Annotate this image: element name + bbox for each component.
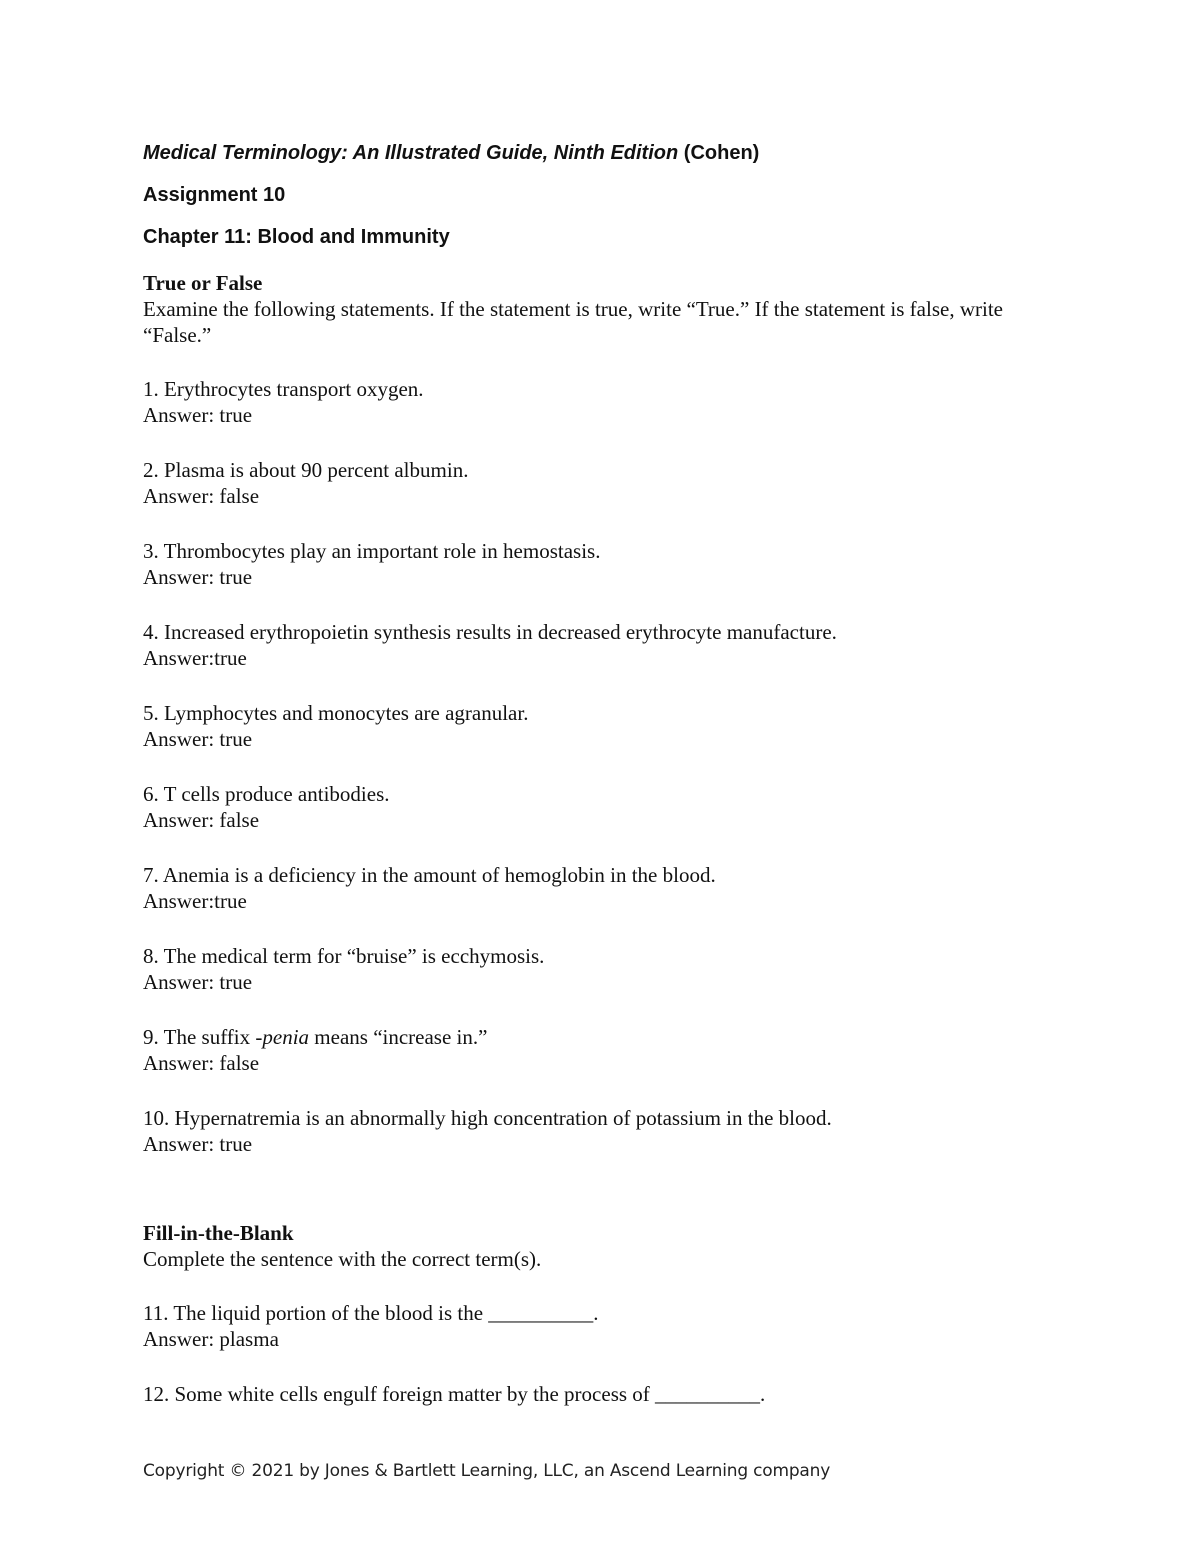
question-8 — [143, 943, 1063, 995]
question-10 — [143, 1105, 1063, 1157]
book-title: Medical Terminology: An Illustrated Guide, Ninth Edition — [143, 142, 679, 164]
question-text: 5. Lymphocytes and monocytes are agranular. — [143, 701, 529, 725]
answer-text: Answer:true — [143, 646, 247, 670]
answer-text: Answer: true — [143, 727, 253, 751]
assignment-title: Assignment 10 — [143, 184, 286, 206]
suffix-term: -penia — [255, 1025, 310, 1049]
question-3 — [143, 538, 1063, 590]
answer-text: Answer: false — [143, 484, 260, 508]
answer-text: Answer: true — [143, 1132, 253, 1156]
question-text: 8. The medical term for “bruise” is ecchymosis. — [143, 944, 545, 968]
question-text: 3. Thrombocytes play an important role in hemostasis. — [143, 539, 601, 563]
question-text: 1. Erythrocytes transport oxygen. — [143, 377, 424, 401]
answer-text: Answer: false — [143, 808, 260, 832]
true-false-instructions: Examine the following statements. If the statement is true, write “True.” If the statement is false, write “False.” — [143, 297, 1003, 347]
answer-text: Answer: true — [143, 565, 253, 589]
answer-text: Answer: true — [143, 403, 253, 427]
question-text: 6. T cells produce antibodies. — [143, 782, 390, 806]
question-7 — [143, 862, 1063, 914]
answer-text: Answer: false — [143, 1051, 260, 1075]
question-1 — [143, 376, 1063, 428]
question-text: 12. Some white cells engulf foreign matter by the process of __________. — [143, 1382, 766, 1406]
question-9 — [143, 1024, 1063, 1076]
answer-text: Answer:true — [143, 889, 247, 913]
question-2 — [143, 457, 1063, 509]
document-page — [143, 140, 1063, 1436]
question-12 — [143, 1381, 1063, 1407]
question-text: 2. Plasma is about 90 percent albumin. — [143, 458, 469, 482]
question-text-after: means “increase in.” — [309, 1025, 488, 1049]
question-6 — [143, 781, 1063, 833]
copyright-footer: Copyright © 2021 by Jones & Bartlett Learning, LLC, an Ascend Learning company — [143, 1461, 831, 1481]
answer-text: Answer: plasma — [143, 1327, 279, 1351]
question-text: 10. Hypernatremia is an abnormally high concentration of potassium in the blood. — [143, 1106, 832, 1130]
question-4 — [143, 619, 1063, 671]
chapter-title: Chapter 11: Blood and Immunity — [143, 226, 450, 248]
question-5 — [143, 700, 1063, 752]
question-text-before: 9. The suffix — [143, 1025, 256, 1049]
book-title-line — [143, 140, 1063, 166]
question-text — [143, 1024, 1063, 1050]
fill-blank-heading: Fill-in-the-Blank — [143, 1221, 294, 1245]
question-text: 11. The liquid portion of the blood is the __________. — [143, 1301, 599, 1325]
question-text: 4. Increased erythropoietin synthesis results in decreased erythrocyte manufacture. — [143, 620, 837, 644]
author: (Cohen) — [683, 142, 760, 164]
fill-blank-instructions: Complete the sentence with the correct term(s). — [143, 1247, 542, 1271]
section-spacer — [143, 1186, 1063, 1220]
true-false-heading: True or False — [143, 271, 263, 295]
answer-text: Answer: true — [143, 970, 253, 994]
question-text: 7. Anemia is a deficiency in the amount of hemoglobin in the blood. — [143, 863, 716, 887]
question-11 — [143, 1300, 1063, 1352]
